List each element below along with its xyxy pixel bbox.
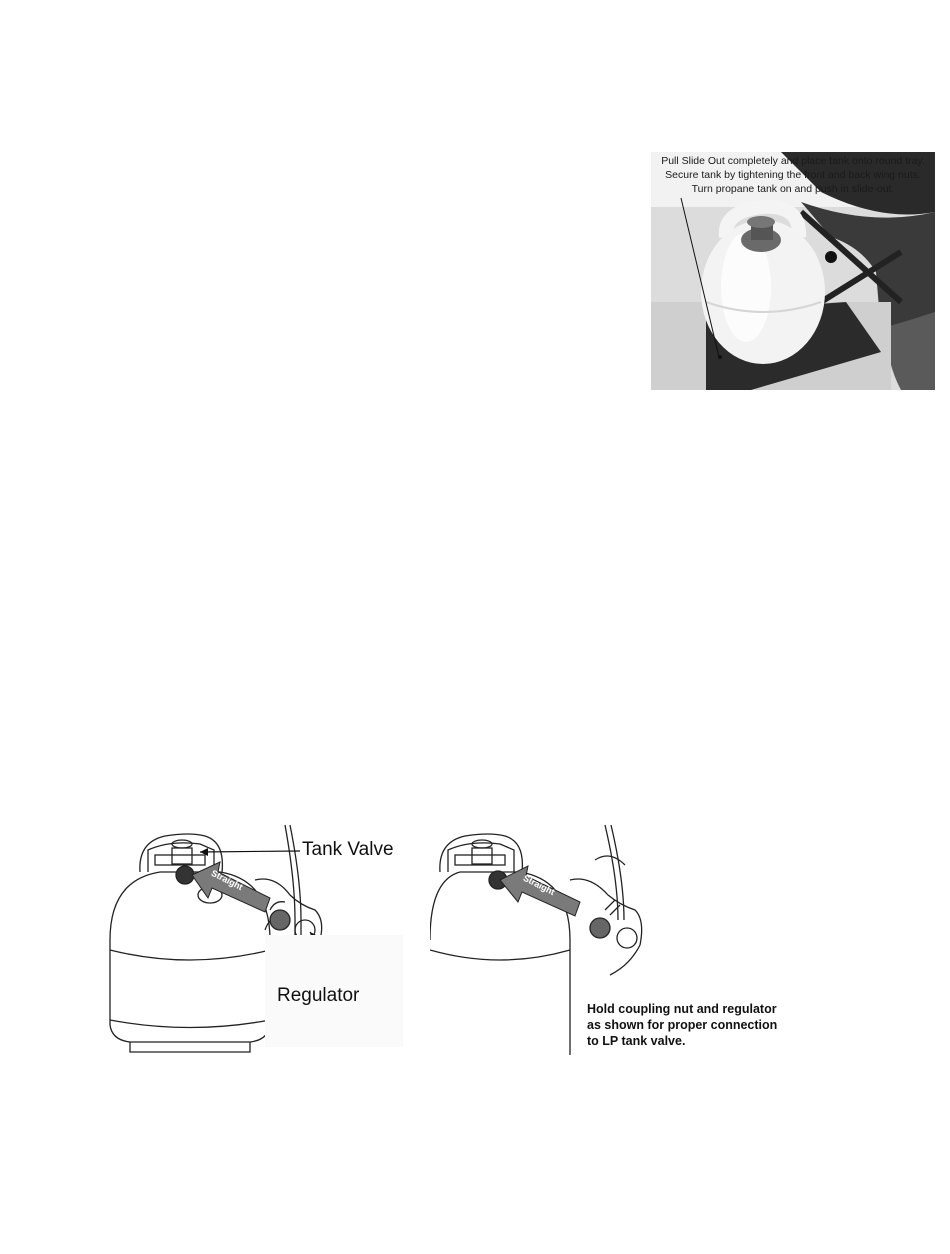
photo-caption xyxy=(651,154,935,196)
regulator-label: Regulator xyxy=(277,985,360,1006)
propane-tank-photo xyxy=(651,152,935,390)
straight-arrow-label: Straight xyxy=(209,867,245,893)
tank-valve-label: Tank Valve xyxy=(302,839,394,860)
note-line: to LP tank valve. xyxy=(587,1034,686,1048)
straight-arrow-label: Straight xyxy=(521,872,557,898)
caption-line: Secure tank by tightening the front and back wing nuts. xyxy=(665,169,921,181)
caption-line: Turn propane tank on and push in slide-out. xyxy=(691,183,895,195)
note-line: Hold coupling nut and regulator xyxy=(587,1002,777,1016)
coupling-note xyxy=(587,1001,777,1049)
note-line: as shown for proper connection xyxy=(587,1018,778,1032)
caption-line: Pull Slide Out completely and place tank onto round tray. xyxy=(661,155,925,167)
